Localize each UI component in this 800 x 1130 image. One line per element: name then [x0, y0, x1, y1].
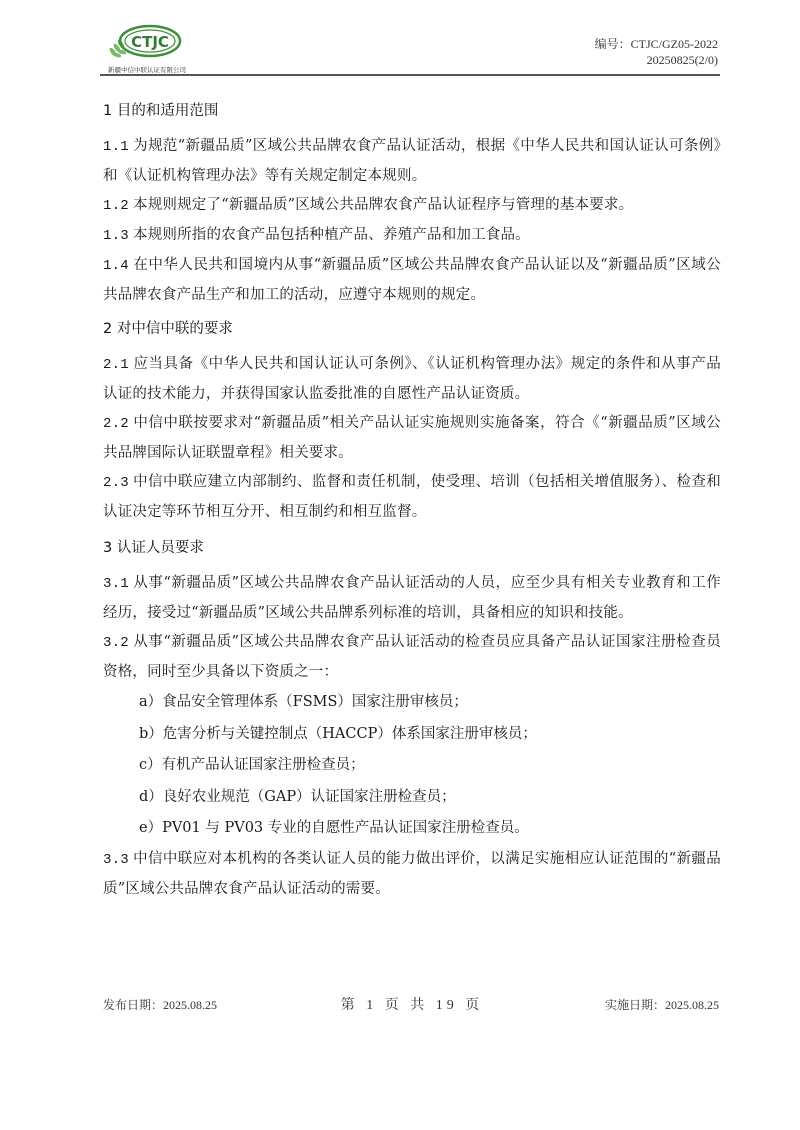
list-item: c）有机产品认证国家注册检查员；: [139, 757, 365, 773]
document-code-block: [595, 36, 718, 68]
qualification-list: [103, 687, 721, 845]
list-item: b）危害分析与关键控制点（HACCP）体系国家注册审核员；: [139, 725, 537, 742]
clause: 2.1 应当具备《中华人民共和国认证认可条例》、《认证机构管理办法》规定的条件和从事产品认证的技术能力，并获得国家认监委批准的自愿性产品认证资质。: [103, 356, 721, 402]
clause: 1.1 为规范“新疆品质”区域公共品牌农食产品认证活动，根据《中华人民共和国认证认可条例》和《认证机构管理办法》等有关规定制定本规则。: [103, 138, 721, 184]
header-divider: [100, 74, 720, 76]
clause: 1.3 本规则所指的农食产品包括种植产品、养殖产品和加工食品。: [103, 227, 530, 244]
list-item: a）食品安全管理体系（FSMS）国家注册审核员；: [139, 694, 468, 710]
document-revision: 20250825(2/0): [646, 53, 718, 67]
document-number: 编号：CTJC/GZ05-2022: [594, 37, 718, 51]
ctjc-logo-icon: [104, 22, 184, 64]
document-body: [103, 100, 721, 904]
list-item: d）良好农业规范（GAP）认证国家注册检查员；: [139, 788, 456, 805]
clause: 2.3 中信中联应建立内部制约、监督和责任机制，使受理、培训（包括相关增值服务）、检查和认证决定等环节相互分开、相互制约和相互监督。: [103, 474, 721, 520]
clause: 3.3 中信中联应对本机构的各类认证人员的能力做出评价，以满足实施相应认证范围的“新疆品质”区域公共品牌农食产品认证活动的需要。: [103, 850, 721, 897]
company-logo: [104, 22, 184, 74]
clause: 1.4 在中华人民共和国境内从事“新疆品质”区域公共品牌农食产品认证以及“新疆品质”区域公共品牌农食产品生产和加工的活动，应遵守本规则的规定。: [103, 257, 721, 303]
page-header: [100, 18, 720, 76]
clause: 1.2 本规则规定了“新疆品质”区域公共品牌农食产品认证程序与管理的基本要求。: [103, 197, 634, 214]
page-footer: [103, 996, 721, 1016]
section-heading: 1 目的和适用范围: [103, 103, 219, 119]
logo-caption: 新疆中信中联认证有限公司: [108, 66, 186, 74]
section-heading: 3 认证人员要求: [103, 540, 204, 556]
effective-date: 实施日期：2025.08.25: [604, 998, 719, 1012]
clause: 2.2 中信中联按要求对“新疆品质”相关产品认证实施规则实施备案，符合《“新疆品质”区域公共品牌国际认证联盟章程》相关要求。: [103, 415, 721, 461]
page-indicator: 第 1 页 共 19 页: [340, 998, 484, 1013]
section-heading: 2 对中信中联的要求: [103, 321, 233, 337]
publish-date: 发布日期：2025.08.25: [103, 998, 218, 1012]
clause: 3.1 从事“新疆品质”区域公共品牌农食产品认证活动的人员，应至少具有相关专业教育和工作经历，接受过“新疆品质”区域公共品牌系列标准的培训，具备相应的知识和技能。: [103, 575, 721, 621]
svg-text:CTJC: CTJC: [131, 33, 169, 51]
clause: 3.2 从事“新疆品质”区域公共品牌农食产品认证活动的检查员应具备产品认证国家注册检查员资格，同时至少具备以下资质之一：: [103, 634, 721, 680]
list-item: e）PV01 与 PV03 专业的自愿性产品认证国家注册检查员。: [139, 820, 529, 836]
